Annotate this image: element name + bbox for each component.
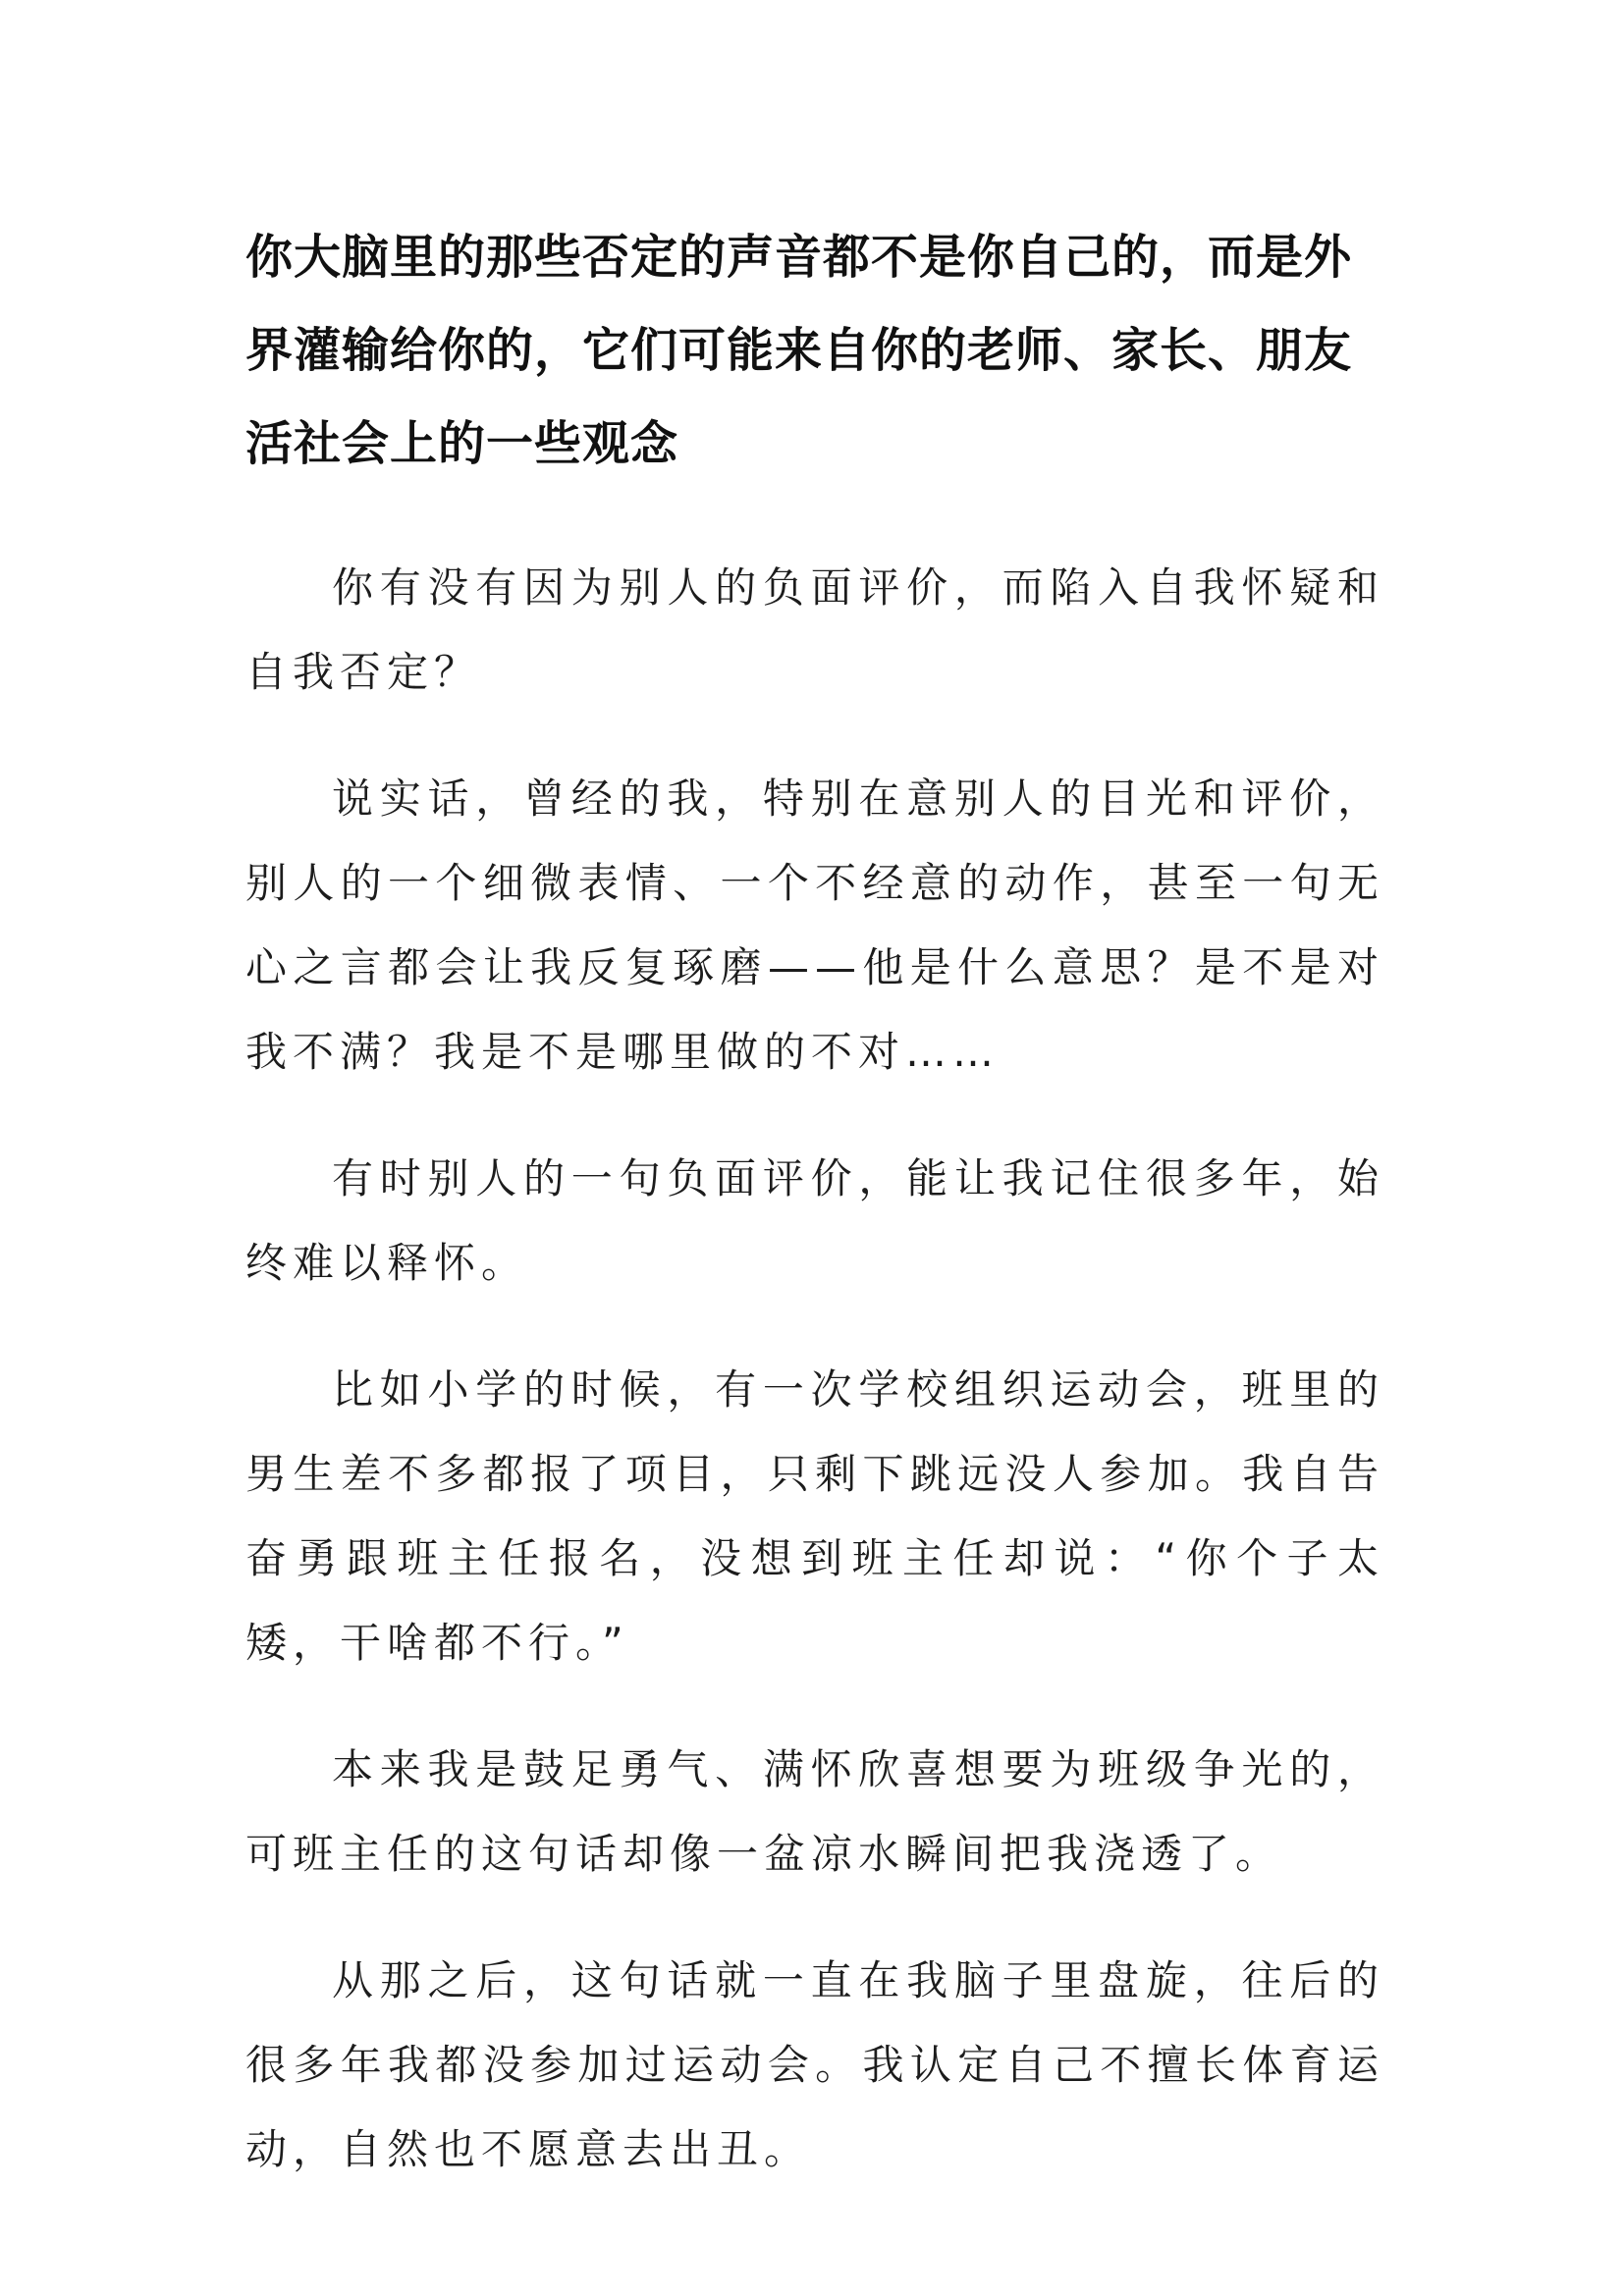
paragraph: 有时别人的一句负面评价，能让我记住很多年，始终难以释怀。	[245, 1154, 1384, 1287]
document-title: 你大脑里的那些否定的声音都不是你自己的，而是外界灌输给你的，它们可能来自你的老师、家长、朋友活社会上的一些观念	[245, 230, 1353, 471]
paragraph: 说实话，曾经的我，特别在意别人的目光和评价，别人的一个细微表情、一个不经意的动作，甚至一句无心之言都会让我反复琢磨——他是什么意思？是不是对我不满？我是不是哪里做的不对……	[245, 774, 1384, 1076]
document-body	[245, 546, 1384, 2192]
paragraph: 从那之后，这句话就一直在我脑子里盘旋，往后的很多年我都没参加过运动会。我认定自己不擅长体育运动，自然也不愿意去出丑。	[245, 1956, 1384, 2173]
paragraph: 比如小学的时候，有一次学校组织运动会，班里的男生差不多都报了项目，只剩下跳远没人参加。我自告奋勇跟班主任报名，没想到班主任却说：“你个子太矮，干啥都不行。”	[245, 1365, 1384, 1667]
paragraph: 你有没有因为别人的负面评价，而陷入自我怀疑和自我否定？	[245, 563, 1384, 696]
paragraph: 本来我是鼓足勇气、满怀欣喜想要为班级争光的，可班主任的这句话却像一盆凉水瞬间把我浇透了。	[245, 1745, 1384, 1878]
document-page	[245, 211, 1384, 2234]
